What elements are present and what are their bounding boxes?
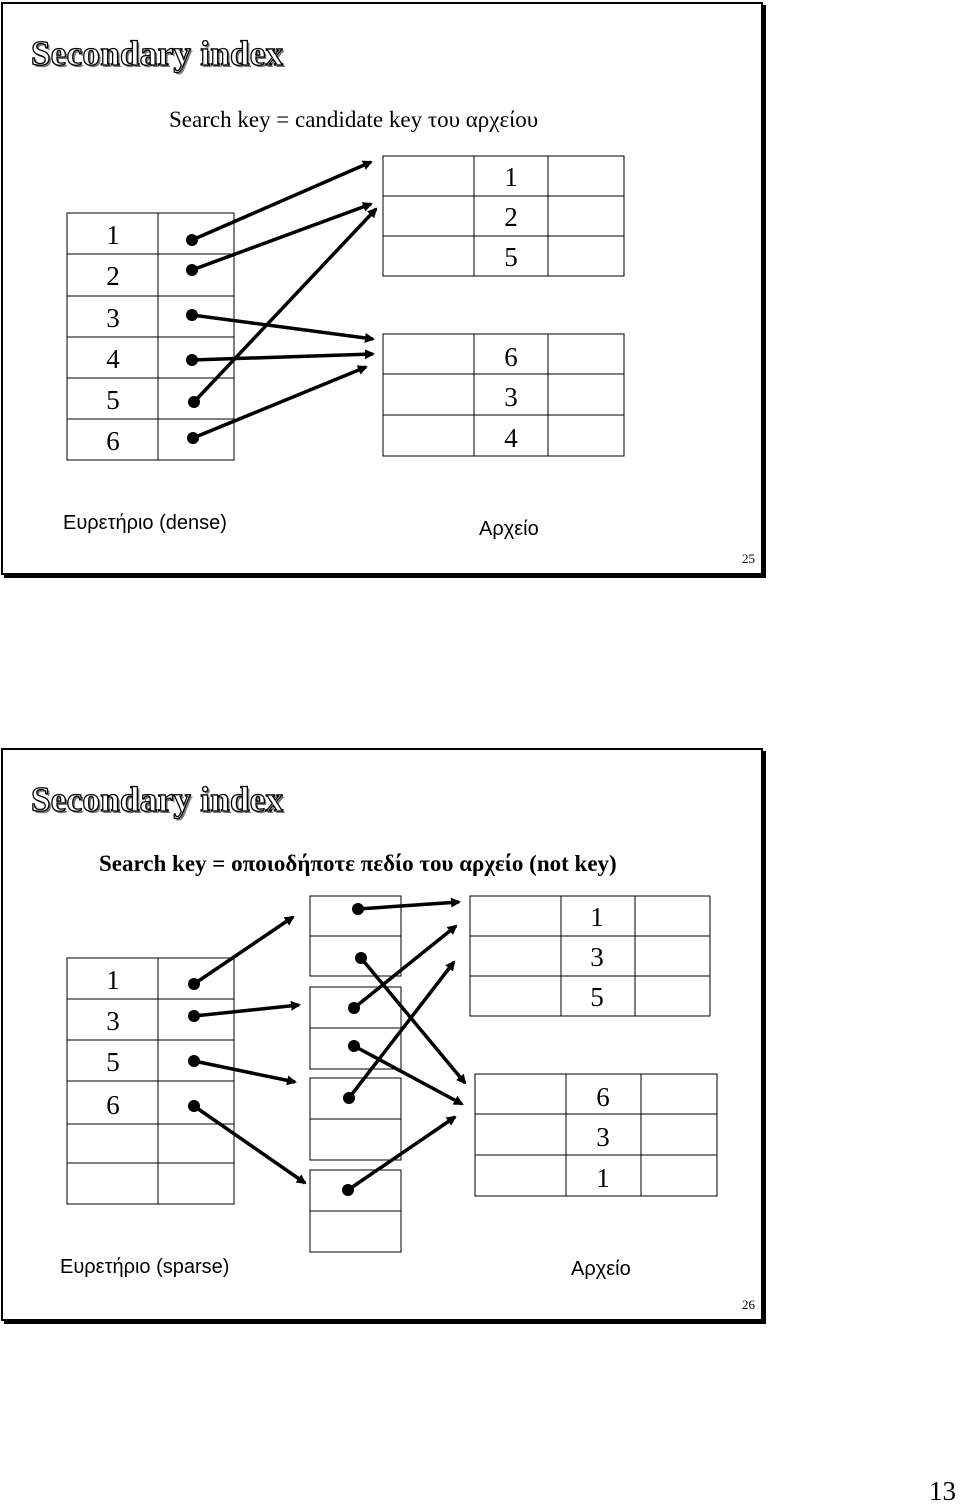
record-key: 4 — [504, 423, 518, 453]
pointer-dot — [352, 903, 364, 915]
pointer-dot — [188, 1010, 200, 1022]
pointer-dot — [343, 1092, 355, 1104]
page-number: 13 — [929, 1476, 956, 1506]
record-key: 1 — [596, 1163, 610, 1193]
sparse-index-diagram — [3, 750, 761, 1319]
index-key: 4 — [106, 344, 120, 374]
record-key: 2 — [504, 202, 518, 232]
dense-index-diagram — [3, 4, 761, 573]
file-caption: Αρχείο — [571, 1258, 631, 1280]
index-key: 1 — [106, 220, 120, 250]
index-key: 3 — [106, 1006, 120, 1036]
pointer-dot — [342, 1184, 354, 1196]
index-key: 6 — [106, 1090, 120, 1120]
pointer-dot — [186, 354, 198, 366]
record-key: 3 — [596, 1122, 610, 1152]
record-key: 3 — [590, 942, 604, 972]
slide-26 — [1, 748, 763, 1321]
pointer-dot — [187, 432, 199, 444]
slide-subtitle: Search key = οποιοδήποτε πεδίο του αρχείο (not key) — [99, 851, 617, 876]
pointer-dot — [355, 952, 367, 964]
slide-title: Secondary index — [31, 780, 284, 819]
slide-number: 25 — [742, 551, 755, 566]
pointer-arrows — [186, 162, 376, 444]
record-key: 5 — [504, 242, 518, 272]
record-key: 1 — [590, 902, 604, 932]
pointer-dot — [188, 1055, 200, 1067]
slide-25 — [1, 2, 763, 575]
index-key: 6 — [106, 426, 120, 456]
index-key: 1 — [106, 965, 120, 995]
record-key: 6 — [596, 1082, 610, 1112]
index-key: 2 — [106, 261, 120, 291]
record-key: 6 — [504, 342, 518, 372]
record-key: 3 — [504, 382, 518, 412]
pointer-dot — [186, 234, 198, 246]
pointer-dot — [188, 1100, 200, 1112]
pointer-buckets — [310, 896, 401, 1252]
pointer-dot — [348, 1002, 360, 1014]
index-table — [67, 213, 234, 460]
pointer-dot — [186, 309, 198, 321]
index-key: 5 — [106, 385, 120, 415]
slide-number: 26 — [742, 1297, 755, 1312]
record-pointer-arrows — [342, 902, 465, 1196]
pointer-dot — [188, 978, 200, 990]
file-caption: Αρχείο — [479, 518, 539, 540]
pointer-dot — [186, 264, 198, 276]
index-caption: Ευρετήριο (sparse) — [60, 1256, 230, 1278]
index-table — [67, 958, 234, 1204]
index-key: 5 — [106, 1047, 120, 1077]
slide-title: Secondary index — [31, 34, 284, 73]
index-caption: Ευρετήριο (dense) — [63, 512, 227, 534]
slide-subtitle: Search key = candidate key του αρχείου — [169, 107, 539, 132]
record-key: 1 — [504, 162, 518, 192]
pointer-dot — [348, 1040, 360, 1052]
pointer-arrows — [188, 917, 305, 1183]
pointer-dot — [188, 396, 200, 408]
index-key: 3 — [106, 303, 120, 333]
record-key: 5 — [590, 982, 604, 1012]
